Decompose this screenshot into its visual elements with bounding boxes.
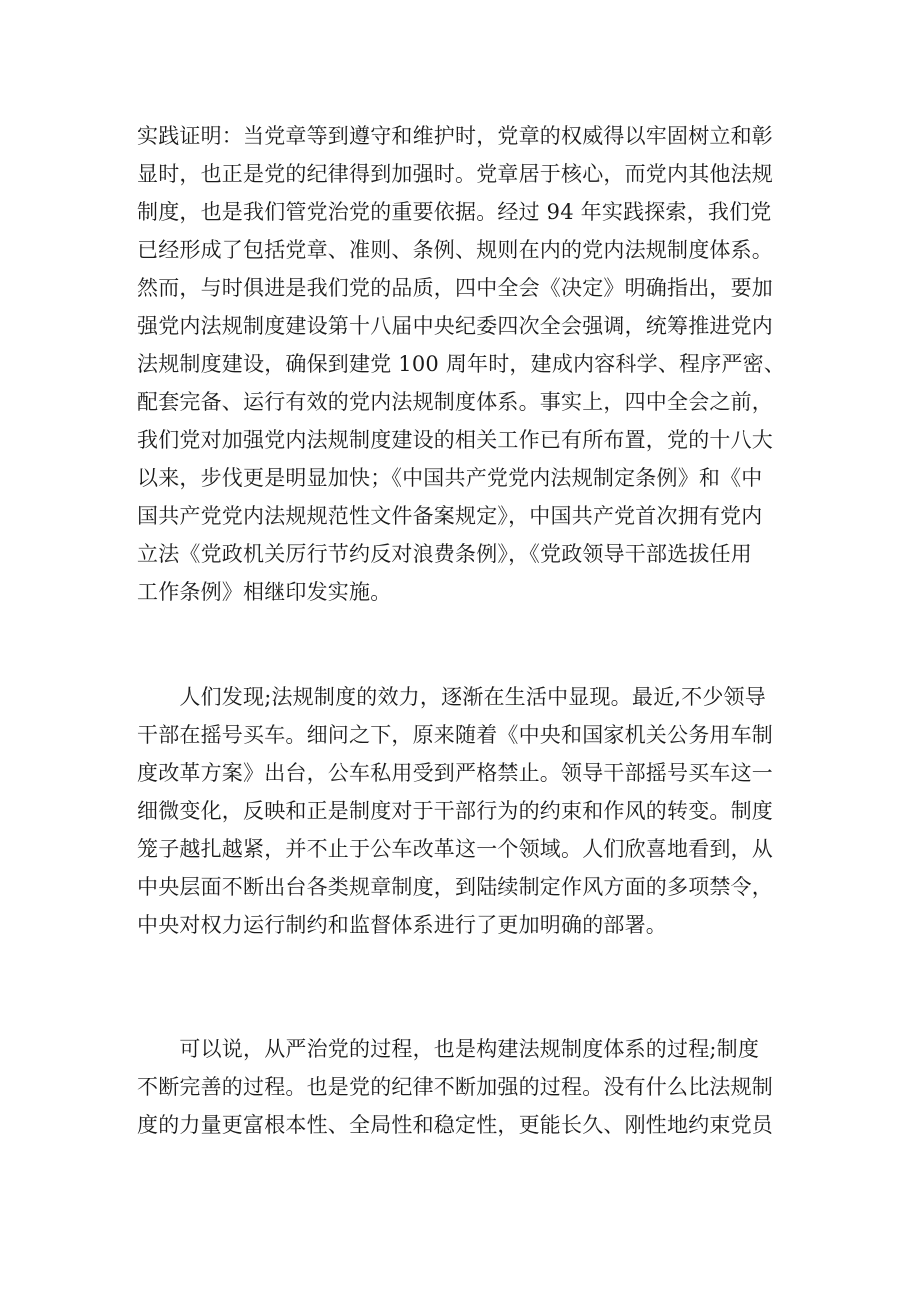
text-line: 立法《党政机关厉行节约反对浪费条例》，《党政领导干部选拔任用 xyxy=(137,542,752,566)
paragraph-3 xyxy=(137,1030,797,1144)
text-line: 工作条例》相继印发实施。 xyxy=(137,580,392,604)
text-line: 我们党对加强党内法规制度建设的相关工作已有所布置，党的十八大 xyxy=(137,428,773,452)
text-line: 度改革方案》出台，公车私用受到严格禁止。领导干部摇号买车这一 xyxy=(137,761,773,785)
text-line: 然而，与时俱进是我们党的品质，四中全会《决定》明确指出，要加 xyxy=(137,276,773,300)
text-line: 已经形成了包括党章、准则、条例、规则在内的党内法规制度体系。 xyxy=(137,238,773,262)
text-line: 不断完善的过程。也是党的纪律不断加强的过程。没有什么比法规制 xyxy=(137,1075,773,1099)
text-line: 人们发现;法规制度的效力，逐渐在生活中显现。最近,不少领导 xyxy=(137,685,766,709)
text-line: 制度，也是我们管党治党的重要依据。经过 94 年实践探索，我们党 xyxy=(137,200,772,224)
text-line: 显时，也正是党的纪律得到加强时。党章居于核心，而党内其他法规 xyxy=(137,162,773,186)
text-line: 细微变化，反映和正是制度对于干部行为的约束和作风的转变。制度 xyxy=(137,799,773,823)
paragraph-2 xyxy=(137,678,797,944)
text-line: 强党内法规制度建设第十八届中央纪委四次全会强调，统筹推进党内 xyxy=(137,314,773,338)
text-line: 度的力量更富根本性、全局性和稳定性，更能长久、刚性地约束党员 xyxy=(137,1113,773,1137)
text-line: 中央对权力运行制约和监督体系进行了更加明确的部署。 xyxy=(137,913,667,937)
text-line: 笼子越扎越紧，并不止于公车改革这一个领域。人们欣喜地看到，从 xyxy=(137,837,773,861)
text-line: 中央层面不断出台各类规章制度，到陆续制定作风方面的多项禁令， xyxy=(137,875,773,899)
text-line: 以来，步伐更是明显加快；《中国共产党党内法规制定条例》和《中 xyxy=(137,466,763,490)
text-line: 实践证明：当党章等到遵守和维护时，党章的权威得以牢固树立和彰 xyxy=(137,124,773,148)
text-line: 国共产党党内法规规范性文件备案规定》，中国共产党首次拥有党内 xyxy=(137,504,763,528)
text-line: 可以说，从严治党的过程，也是构建法规制度体系的过程;制度 xyxy=(137,1037,760,1061)
text-line: 干部在摇号买车。细问之下，原来随着《中央和国家机关公务用车制 xyxy=(137,723,773,747)
paragraph-1 xyxy=(137,117,797,611)
text-line: 配套完备、运行有效的党内法规制度体系。事实上，四中全会之前， xyxy=(137,390,773,414)
text-line: 法规制度建设，确保到建党 100 周年时，建成内容科学、程序严密、 xyxy=(137,352,786,376)
